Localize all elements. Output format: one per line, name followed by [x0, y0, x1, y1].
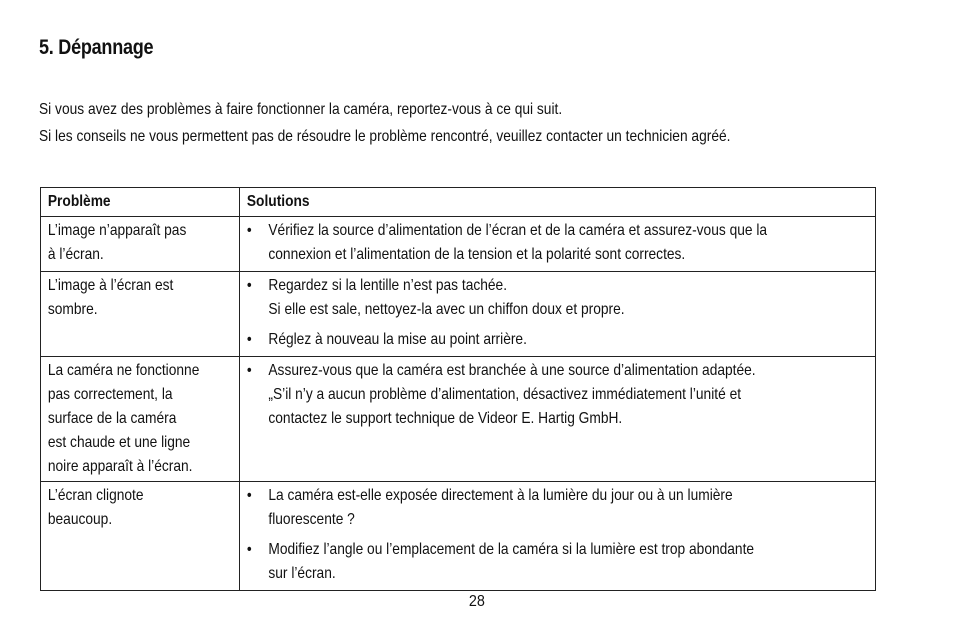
- bullet-icon: •: [246, 331, 252, 348]
- solutions-cell: [240, 357, 876, 482]
- intro-paragraph: Si vous avez des problèmes à faire fonctionner la caméra, reportez-vous à ce qui suit.: [39, 101, 563, 118]
- problem-cell: [41, 272, 240, 357]
- solution-line: fluorescente ?: [268, 511, 355, 528]
- header-solutions: [240, 188, 876, 217]
- solution-line: Réglez à nouveau la mise au point arrière.: [268, 331, 527, 348]
- page-number-label: 28: [468, 593, 486, 610]
- bullet-icon: •: [246, 362, 252, 379]
- table-row: [41, 482, 876, 591]
- problem-cell: [41, 217, 240, 272]
- header-problem: [41, 188, 240, 217]
- bullet-icon: •: [246, 277, 252, 294]
- problem-line: sombre.: [47, 301, 98, 318]
- bullet-icon: •: [246, 541, 252, 558]
- bullet-icon: •: [246, 222, 252, 239]
- solution-line: Modifiez l’angle ou l’emplacement de la caméra si la lumière est trop abondante: [268, 541, 755, 558]
- troubleshooting-table-container: [40, 187, 875, 591]
- solution-line: Regardez si la lentille n’est pas tachée.: [268, 277, 508, 294]
- problem-line: pas correctement, la: [47, 386, 173, 403]
- solution-item: [247, 328, 866, 352]
- problem-line: L’image n’apparaît pas: [47, 222, 187, 239]
- solution-line: sur l’écran.: [268, 565, 336, 582]
- solution-list: [247, 359, 866, 431]
- solutions-cell: [240, 482, 876, 591]
- problem-line: est chaude et une ligne: [47, 434, 191, 451]
- problem-line: L’écran clignote: [47, 487, 144, 504]
- table-row: [41, 272, 876, 357]
- solution-line: Vérifiez la source d’alimentation de l’écran et de la caméra et assurez-vous que la: [268, 222, 768, 239]
- intro-paragraph: Si les conseils ne vous permettent pas de résoudre le problème rencontré, veuillez contacter un technicien agréé.: [39, 128, 731, 145]
- solution-line: contactez le support technique de Videor E. Hartig GmbH.: [268, 410, 623, 427]
- problem-line: La caméra ne fonctionne: [47, 362, 200, 379]
- table-row: [41, 217, 876, 272]
- problem-line: beaucoup.: [47, 511, 113, 528]
- table-header-row: [41, 188, 876, 217]
- problem-line: à l’écran.: [47, 246, 104, 263]
- header-solutions-label: Solutions: [246, 193, 310, 210]
- solution-item: [247, 484, 866, 532]
- solution-line: Si elle est sale, nettoyez-la avec un chiffon doux et propre.: [268, 301, 625, 318]
- solution-list: [247, 219, 866, 267]
- solutions-cell: [240, 217, 876, 272]
- solution-item: [247, 359, 866, 431]
- page-number: [0, 593, 954, 611]
- page-title: 5. Dépannage: [39, 36, 154, 59]
- header-problem-label: Problème: [47, 193, 111, 210]
- solution-list: [247, 484, 866, 586]
- solution-line: Assurez-vous que la caméra est branchée à une source d’alimentation adaptée.: [268, 362, 756, 379]
- problem-line: surface de la caméra: [47, 410, 177, 427]
- intro-text: [39, 96, 899, 150]
- table-row: [41, 357, 876, 482]
- solution-item: [247, 219, 866, 267]
- solution-item: [247, 538, 866, 586]
- problem-line: L’image à l’écran est: [47, 277, 174, 294]
- solution-line: „S’il n’y a aucun problème d’alimentation, désactivez immédiatement l’unité et: [268, 386, 742, 403]
- solutions-cell: [240, 272, 876, 357]
- problem-line: noire apparaît à l’écran.: [47, 458, 193, 475]
- troubleshooting-table: [40, 187, 876, 591]
- problem-cell: [41, 357, 240, 482]
- solution-item: [247, 274, 866, 322]
- solution-list: [247, 274, 866, 352]
- solution-line: connexion et l’alimentation de la tension et la polarité sont correctes.: [268, 246, 686, 263]
- problem-cell: [41, 482, 240, 591]
- bullet-icon: •: [246, 487, 252, 504]
- solution-line: La caméra est-elle exposée directement à la lumière du jour ou à un lumière: [268, 487, 733, 504]
